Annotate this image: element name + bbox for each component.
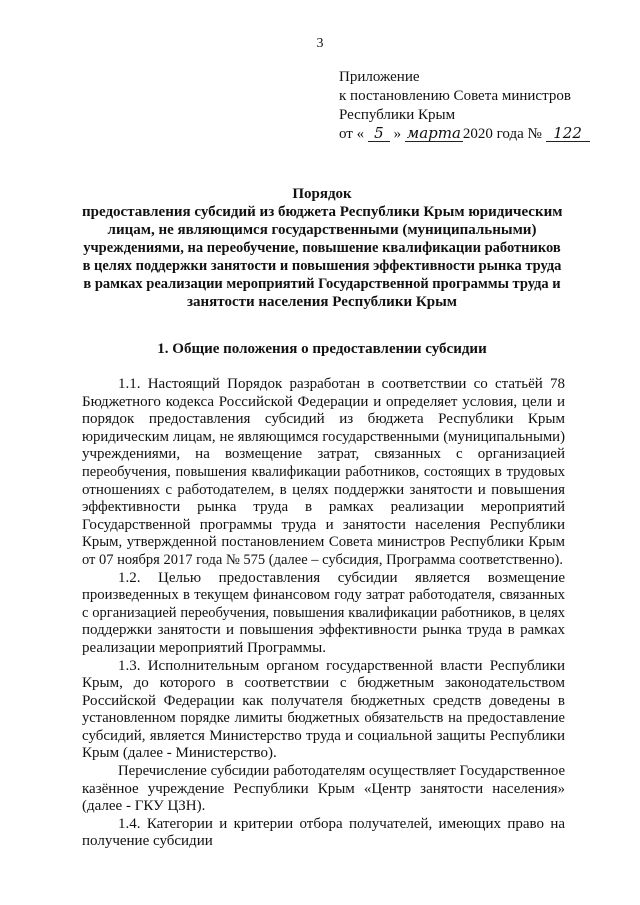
- body-line: 1.4. Категории и критерии отбора получателей, имеющих право на: [118, 815, 565, 832]
- body-line: переобучения, повышения квалификации работников, состоящих в трудовых: [82, 463, 565, 480]
- body-text: [82, 376, 565, 851]
- date-day-handwritten: 5: [368, 125, 390, 142]
- title-line: в рамках реализации мероприятий Государственной программы труда и: [83, 276, 561, 292]
- body-line: отношениях с работодателем, в целях поддержки занятости и повышения: [82, 481, 565, 498]
- section-heading: 1. Общие положения о предоставлении субсидии: [157, 341, 487, 357]
- date-year: 2020 года №: [462, 126, 542, 142]
- body-line: 1.3. Исполнительным органом государственной власти Республики: [118, 657, 565, 674]
- body-line: (далее - ГКУ ЦЗН).: [82, 798, 206, 815]
- appendix-resolution: к постановлению Совета министров: [339, 88, 571, 104]
- resolution-number-handwritten: 122: [546, 125, 590, 142]
- body-line: 1.1. Настоящий Порядок разработан в соответствии со статьёй 78: [118, 376, 565, 392]
- title-line: занятости населения Республики Крым: [186, 294, 457, 310]
- body-line: реализации мероприятий Программы.: [82, 639, 326, 656]
- body-line: Российской Федерации как получателя бюджетных средств доведены в: [82, 692, 565, 709]
- body-line: 1.2. Целью предоставления субсидии является возмещение: [118, 569, 565, 586]
- body-line: субсидий, является Министерство труда и социальной защиты Республики: [82, 727, 565, 744]
- body-line: Крым, утвержденной постановлением Совета министров Республики Крым: [82, 534, 565, 551]
- page-number: 3: [316, 36, 324, 51]
- title-line: Порядок: [292, 186, 352, 202]
- body-line: эффективности рынка труда в рамках реализации мероприятий: [82, 499, 565, 516]
- appendix-header: [339, 68, 629, 144]
- title-line: в целях поддержки занятости и повышения эффективности рынка труда: [82, 258, 562, 274]
- body-line: порядок предоставления субсидий из бюджета Республики Крым: [82, 411, 565, 428]
- body-line: установленном порядке лимиты бюджетных обязательств на предоставление: [82, 710, 565, 727]
- body-line: Крым (далее - Министерство).: [82, 745, 277, 762]
- body-line: Крым, до которого в соответствии с бюджетным законодательством: [82, 675, 565, 692]
- appendix-label: Приложение: [339, 69, 420, 85]
- body-line: с организацией переобучения, повышения квалификации работников, в целях: [82, 604, 565, 621]
- body-line: поддержки занятости и повышения эффективности рынка труда в рамках: [82, 622, 565, 639]
- title-line: предоставления субсидий из бюджета Республики Крым юридическим: [82, 204, 563, 220]
- appendix-republic: Республики Крым: [339, 107, 456, 123]
- body-line: от 07 ноября 2017 года № 575 (далее – субсидия, Программа соответственно).: [82, 551, 563, 568]
- body-line: юридическим лицам, не являющимся государственными (муниципальными): [82, 428, 565, 445]
- body-line: Бюджетного кодекса Российской Федерации и определяет условия, цели и: [82, 393, 565, 410]
- document-title: [82, 185, 562, 311]
- title-line: учреждениями, на переобучение, повышение квалификации работников: [83, 240, 561, 256]
- body-line: Перечисление субсидии работодателям осуществляет Государственное: [118, 763, 565, 780]
- date-prefix: от «: [339, 126, 365, 142]
- body-line: учреждениями, на возмещение затрат, связанных с организацией: [82, 446, 565, 463]
- title-line: лицам, не являющимся государственными (муниципальными): [107, 222, 537, 238]
- date-month-handwritten: марта: [406, 124, 461, 142]
- body-line: казённое учреждение Республики Крым «Центр занятости населения»: [82, 780, 565, 797]
- appendix-date-line: [339, 125, 629, 144]
- body-line: получение субсидии: [82, 833, 213, 850]
- body-line: произведенных в текущем финансовом году затрат работодателя, связанных: [82, 587, 565, 604]
- date-mid: »: [393, 126, 402, 142]
- body-line: Государственной программы труда и занятости населения Республики: [82, 516, 565, 533]
